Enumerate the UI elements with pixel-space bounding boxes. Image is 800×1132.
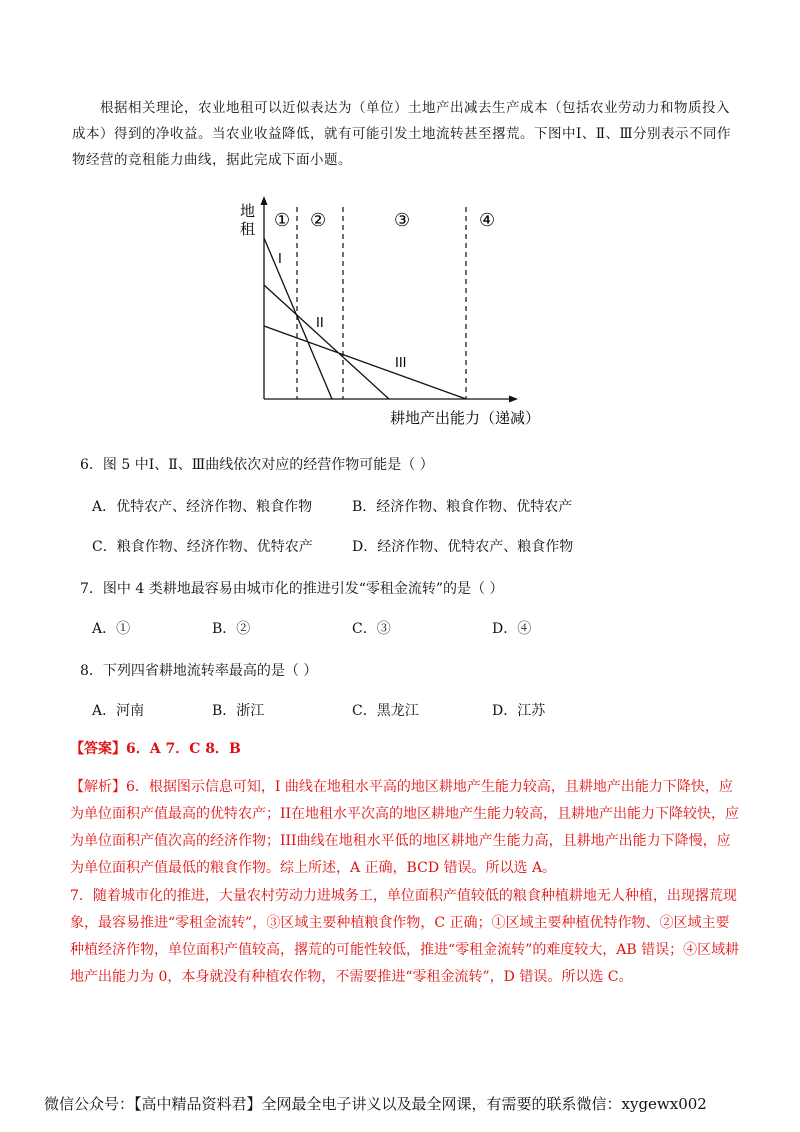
q7-option-a: A．①: [92, 621, 131, 637]
footer-note: 微信公众号：【高中精品资料君】全网最全电子讲义以及最全网课，有需要的联系微信：xygewx002: [44, 1095, 707, 1113]
q8-option-d: D．江苏: [492, 703, 546, 719]
zone-label-2: ②: [310, 210, 327, 231]
x-label: 耕地产出能力（递减）: [390, 409, 541, 427]
q7-option-c: C．③: [352, 621, 391, 637]
y-label-bottom: 租: [240, 220, 256, 238]
analysis-q7-text: 7．随着城市化的推进，大量农村劳动力进城务工，单位面积产值较低的粮食种植耕地无人种植，出现撂荒现象，最容易推进“零租金流转”，③区域主要种植粮食作物，C 正确；①区域主要种植优特作物、②区域主要种植经济作物，单位面积产值较高，撂荒的可能性较低，推进“零租金流转”的难度较大，AB 错误；④区域耕地产出能力为 0，本身就没有种植农作物，不需要推进“零租金流转”，D 错误。所以选 C。: [70, 888, 740, 985]
intro-paragraph: [72, 95, 732, 173]
q8-option-c: C．黑龙江: [352, 703, 419, 719]
q8-stem: 8．下列四省耕地流转率最高的是（ ）: [80, 663, 318, 679]
q6-option-a: A．优特农产、经济作物、粮食作物: [92, 499, 313, 515]
q8-option-b: B．浙江: [212, 703, 265, 719]
bid-rent-figure: [236, 192, 566, 432]
q7-option-d: D．④: [492, 621, 532, 637]
y-label-top: 地: [240, 202, 256, 220]
y-axis-arrow: [261, 196, 268, 205]
curve-II: [264, 285, 389, 399]
analysis-q6: [70, 774, 740, 882]
q6-option-d: D．经济作物、优特农产、粮食作物: [352, 539, 574, 555]
analysis-q7: [70, 883, 740, 991]
curve-III: [264, 326, 466, 399]
zone-label-3: ③: [394, 210, 411, 231]
q7-stem: 7．图中 4 类耕地最容易由城市化的推进引发“零租金流转”的是（ ）: [80, 581, 504, 597]
q7-option-b: B．②: [212, 621, 251, 637]
curve-III-label: III: [395, 356, 407, 371]
curve-II-label: II: [316, 316, 324, 331]
q6-option-c: C．粮食作物、经济作物、优特农产: [92, 539, 313, 555]
bid-rent-diagram: [236, 192, 566, 432]
analysis-q6-text: 【解析】6．根据图示信息可知，I 曲线在地租水平高的地区耕地产生能力较高，且耕地产出能力下降快，应为单位面积产值最高的优特农产；II在地租水平次高的地区耕地产生能力较高，且耕地产出能力下降较快，应为单位面积产值次高的经济作物；III曲线在地租水平低的地区耕地产生能力高，且耕地产出能力下降慢，应为单位面积产值最低的粮食作物。综上所述，A 正确，BCD 错误。所以选 A。: [70, 779, 740, 876]
answer-line: 【答案】6．A 7．C 8．B: [70, 741, 241, 757]
x-axis-arrow: [509, 396, 518, 403]
zone-label-4: ④: [479, 210, 496, 231]
q8-option-a: A．河南: [92, 703, 145, 719]
intro-text: 根据相关理论，农业地租可以近似表达为（单位）土地产出减去生产成本（包括农业劳动力和物质投入成本）得到的净收益。当农业收益降低，就有可能引发土地流转甚至撂荒。下图中Ⅰ、Ⅱ、Ⅲ分别表示不同作物经营的竞租能力曲线，据此完成下面小题。: [72, 100, 732, 168]
q6-stem: 6．图 5 中Ⅰ、Ⅱ、Ⅲ曲线依次对应的经营作物可能是（ ）: [80, 457, 434, 473]
zone-label-1: ①: [274, 210, 291, 231]
curve-I-label: I: [278, 252, 282, 267]
q6-option-b: B．经济作物、粮食作物、优特农产: [352, 499, 573, 515]
